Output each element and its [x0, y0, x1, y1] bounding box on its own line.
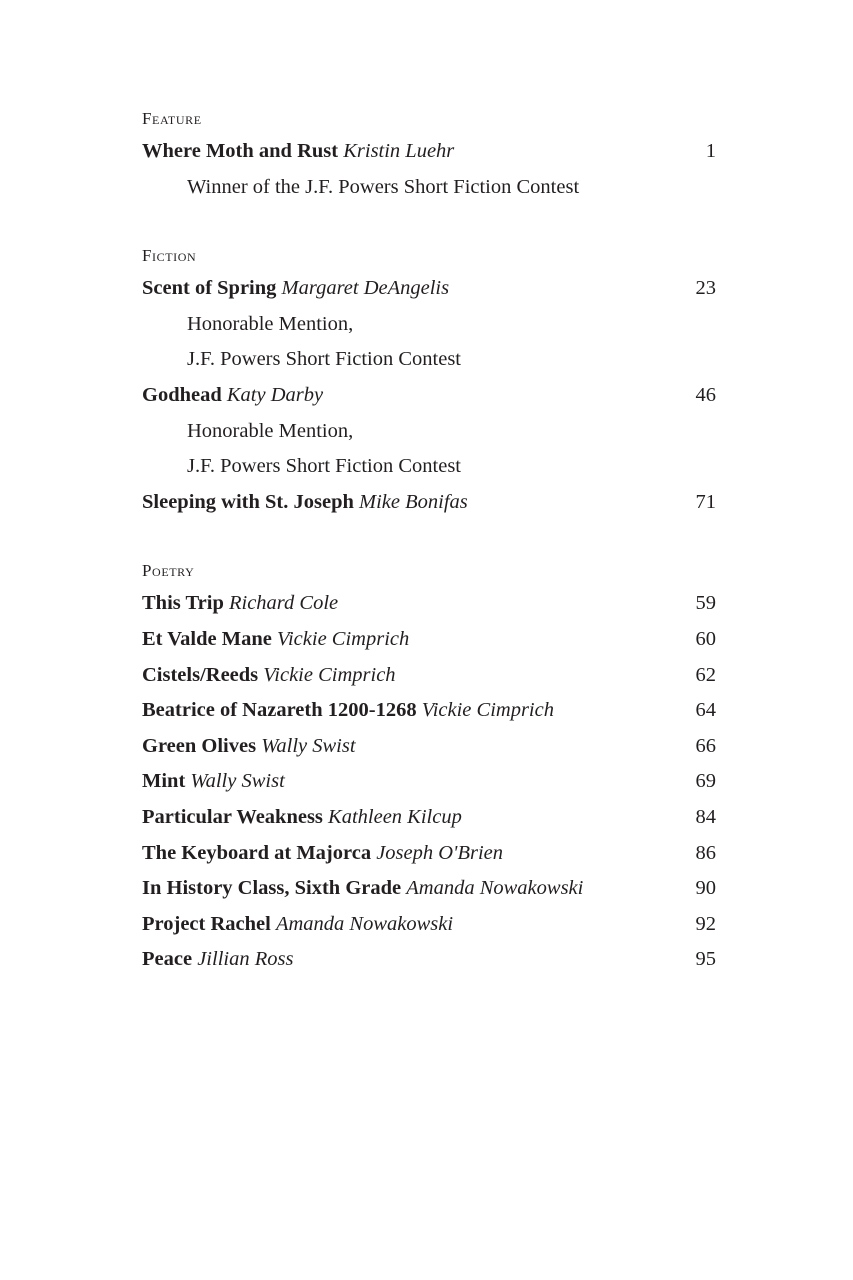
- toc-entry: [142, 586, 716, 622]
- entry-author: Vickie Cimprich: [263, 663, 396, 686]
- entry-title: Green Olives: [142, 734, 257, 757]
- toc-entry: [142, 800, 716, 836]
- entry-title: Where Moth and Rust: [142, 140, 339, 162]
- toc-entry: [142, 134, 716, 170]
- entry-title: Mint: [142, 770, 186, 793]
- toc-entry: [142, 764, 716, 800]
- toc-section: [142, 104, 716, 205]
- entry-page-number: 90: [695, 877, 716, 900]
- entry-author: Margaret DeAngelis: [281, 277, 450, 300]
- toc-section: [142, 241, 716, 520]
- entry-title: Godhead: [142, 383, 222, 406]
- entry-author: Katy Darby: [226, 383, 324, 406]
- entry-title: Project Rachel: [142, 912, 271, 935]
- section-heading: Feature: [142, 109, 202, 128]
- entry-title: Cistels/Reeds: [142, 663, 259, 686]
- entry-page-number: 84: [695, 805, 716, 828]
- toc-entry: [142, 271, 716, 307]
- section-heading: Fiction: [142, 246, 197, 266]
- entry-page-number: 1: [705, 140, 716, 162]
- entry-title: This Trip: [142, 592, 224, 615]
- entry-author: Amanda Nowakowski: [406, 877, 584, 900]
- toc-entry: [142, 942, 716, 978]
- entry-note: Honorable Mention,: [187, 419, 354, 442]
- entry-page-number: 71: [695, 490, 716, 513]
- entry-author: Wally Swist: [261, 734, 356, 757]
- entry-author: Vickie Cimprich: [421, 699, 554, 722]
- entry-author: Richard Cole: [228, 592, 339, 615]
- entry-page-number: 46: [695, 383, 716, 406]
- entry-title: Peace: [142, 948, 193, 971]
- table-of-contents: [142, 104, 716, 1014]
- entry-note: Honorable Mention,: [187, 312, 354, 335]
- entry-page-number: 23: [695, 277, 716, 300]
- entry-author: Mike Bonifas: [359, 490, 468, 513]
- entry-author: Kristin Luehr: [343, 140, 455, 162]
- toc-entry: [142, 693, 716, 729]
- entry-title: The Keyboard at Majorca: [142, 841, 372, 864]
- entry-title: In History Class, Sixth Grade: [142, 877, 402, 900]
- entry-title: Et Valde Mane: [142, 627, 272, 650]
- toc-entry: [142, 836, 716, 872]
- entry-page-number: 62: [695, 663, 716, 686]
- entry-page-number: 66: [695, 734, 716, 757]
- toc-entry: [142, 907, 716, 943]
- entry-page-number: 60: [695, 627, 716, 650]
- entry-author: Wally Swist: [190, 770, 285, 793]
- toc-entry: [142, 485, 716, 521]
- entry-page-number: 95: [695, 948, 716, 971]
- entry-title: Sleeping with St. Joseph: [142, 490, 354, 513]
- entry-author: Jillian Ross: [197, 948, 294, 971]
- entry-author: Kathleen Kilcup: [328, 805, 462, 828]
- entry-page-number: 64: [695, 699, 716, 722]
- toc-entry: [142, 658, 716, 694]
- entry-author: Joseph O'Brien: [376, 841, 503, 864]
- entry-page-number: 86: [695, 841, 716, 864]
- section-heading: Poetry: [142, 561, 195, 581]
- entry-page-number: 69: [695, 770, 716, 793]
- toc-entry: [142, 378, 716, 414]
- entry-page-number: 59: [695, 592, 716, 615]
- toc-entry: [142, 871, 716, 907]
- entry-author: Vickie Cimprich: [276, 627, 410, 650]
- entry-note: J.F. Powers Short Fiction Contest: [187, 455, 461, 478]
- toc-entry: [142, 729, 716, 765]
- entry-title: Scent of Spring: [142, 277, 277, 300]
- entry-title: Beatrice of Nazareth 1200-1268: [142, 699, 417, 722]
- entry-page-number: 92: [695, 912, 716, 935]
- entry-note: J.F. Powers Short Fiction Contest: [187, 348, 461, 371]
- entry-author: Amanda Nowakowski: [275, 912, 454, 935]
- toc-section: [142, 556, 716, 978]
- entry-note: Winner of the J.F. Powers Short Fiction Contest: [187, 175, 580, 198]
- entry-title: Particular Weakness: [142, 805, 323, 828]
- toc-entry: [142, 622, 716, 658]
